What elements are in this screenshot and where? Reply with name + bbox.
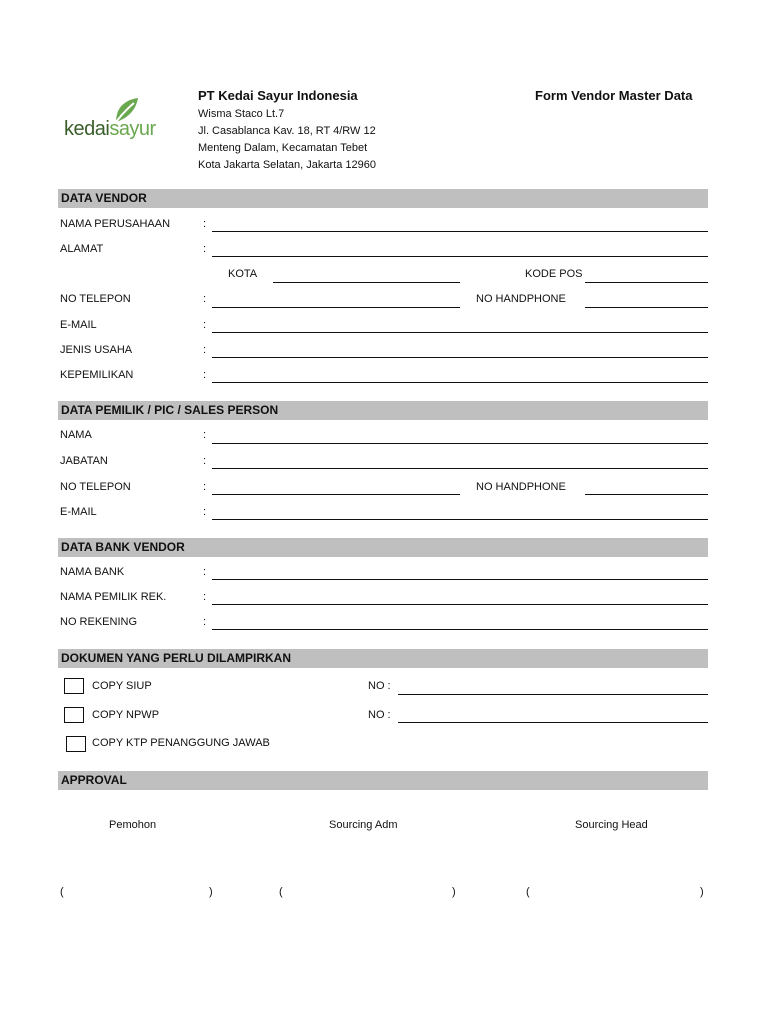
label-pemilik-no-telepon: NO TELEPON xyxy=(60,481,131,493)
address-line-4: Kota Jakarta Selatan, Jakarta 12960 xyxy=(198,159,376,171)
label-nama-perusahaan: NAMA PERUSAHAAN xyxy=(60,218,171,230)
colon: : xyxy=(203,481,207,493)
signature-label-sourcing-head: Sourcing Head xyxy=(575,819,648,831)
pemilik-no-telepon-field[interactable] xyxy=(212,494,460,495)
label-no-handphone: NO HANDPHONE xyxy=(476,293,566,305)
signature-label-sourcing-adm: Sourcing Adm xyxy=(329,819,398,831)
label-copy-siup: COPY SIUP xyxy=(92,680,152,692)
label-kota: KOTA xyxy=(228,268,258,280)
label-nama: NAMA xyxy=(60,429,92,441)
no-telepon-field[interactable] xyxy=(212,307,460,308)
no-rekening-field[interactable] xyxy=(212,629,708,630)
address-line-2: Jl. Casablanca Kav. 18, RT 4/RW 12 xyxy=(198,125,376,137)
label-siup-no: NO : xyxy=(368,680,391,692)
company-name: PT Kedai Sayur Indonesia xyxy=(198,88,358,103)
alamat-field[interactable] xyxy=(212,256,708,257)
colon: : xyxy=(203,344,207,356)
nama-bank-field[interactable] xyxy=(212,579,708,580)
company-info xyxy=(198,88,376,174)
kota-field[interactable] xyxy=(273,282,460,283)
pemilik-no-handphone-field[interactable] xyxy=(585,494,708,495)
section-header-approval: APPROVAL xyxy=(58,771,708,790)
logo-wordmark: kedaisayur xyxy=(64,118,156,140)
label-email: E-MAIL xyxy=(60,319,97,331)
signature-bracket-close: ) xyxy=(452,886,456,898)
address-line-3: Menteng Dalam, Kecamatan Tebet xyxy=(198,142,368,154)
nama-perusahaan-field[interactable] xyxy=(212,231,708,232)
section-header-dokumen: DOKUMEN YANG PERLU DILAMPIRKAN xyxy=(58,649,708,668)
npwp-no-field[interactable] xyxy=(398,722,708,723)
colon: : xyxy=(203,455,207,467)
colon: : xyxy=(203,506,207,518)
no-handphone-field[interactable] xyxy=(585,307,708,308)
copy-npwp-checkbox[interactable] xyxy=(64,707,84,723)
colon: : xyxy=(203,429,207,441)
colon: : xyxy=(203,243,207,255)
nama-pemilik-rek-field[interactable] xyxy=(212,604,708,605)
label-no-rekening: NO REKENING xyxy=(60,616,138,628)
section-header-data-pemilik: DATA PEMILIK / PIC / SALES PERSON xyxy=(58,401,708,420)
signature-bracket-open: ( xyxy=(279,886,283,898)
signature-bracket-open: ( xyxy=(60,886,64,898)
section-header-data-bank: DATA BANK VENDOR xyxy=(58,538,708,557)
jabatan-field[interactable] xyxy=(212,468,708,469)
pemilik-email-field[interactable] xyxy=(212,519,708,520)
jenis-usaha-field[interactable] xyxy=(212,357,708,358)
label-copy-npwp: COPY NPWP xyxy=(92,709,160,721)
label-jenis-usaha: JENIS USAHA xyxy=(60,344,133,356)
kode-pos-field[interactable] xyxy=(585,282,708,283)
label-kode-pos: KODE POS xyxy=(525,268,583,280)
colon: : xyxy=(203,319,207,331)
label-no-telepon: NO TELEPON xyxy=(60,293,131,305)
label-pemilik-email: E-MAIL xyxy=(60,506,97,518)
copy-siup-checkbox[interactable] xyxy=(64,678,84,694)
label-copy-ktp: COPY KTP PENANGGUNG JAWAB xyxy=(92,737,270,749)
copy-ktp-checkbox[interactable] xyxy=(66,736,86,752)
label-pemilik-no-handphone: NO HANDPHONE xyxy=(476,481,566,493)
signature-label-pemohon: Pemohon xyxy=(109,819,157,831)
siup-no-field[interactable] xyxy=(398,694,708,695)
kepemilikan-field[interactable] xyxy=(212,382,708,383)
label-nama-pemilik-rek: NAMA PEMILIK REK. xyxy=(60,591,167,603)
section-header-data-vendor: DATA VENDOR xyxy=(58,189,708,208)
signature-bracket-open: ( xyxy=(526,886,530,898)
form-title: Form Vendor Master Data xyxy=(535,88,693,103)
nama-field[interactable] xyxy=(212,443,708,444)
signature-bracket-close: ) xyxy=(209,886,213,898)
label-kepemilikan: KEPEMILIKAN xyxy=(60,369,134,381)
email-field[interactable] xyxy=(212,332,708,333)
company-logo xyxy=(62,96,182,146)
colon: : xyxy=(203,369,207,381)
colon: : xyxy=(203,218,207,230)
colon: : xyxy=(203,293,207,305)
colon: : xyxy=(203,566,207,578)
label-alamat: ALAMAT xyxy=(60,243,104,255)
label-jabatan: JABATAN xyxy=(60,455,108,467)
colon: : xyxy=(203,591,207,603)
signature-bracket-close: ) xyxy=(700,886,704,898)
colon: : xyxy=(203,616,207,628)
address-line-1: Wisma Staco Lt.7 xyxy=(198,108,285,120)
label-nama-bank: NAMA BANK xyxy=(60,566,125,578)
label-npwp-no: NO : xyxy=(368,709,391,721)
